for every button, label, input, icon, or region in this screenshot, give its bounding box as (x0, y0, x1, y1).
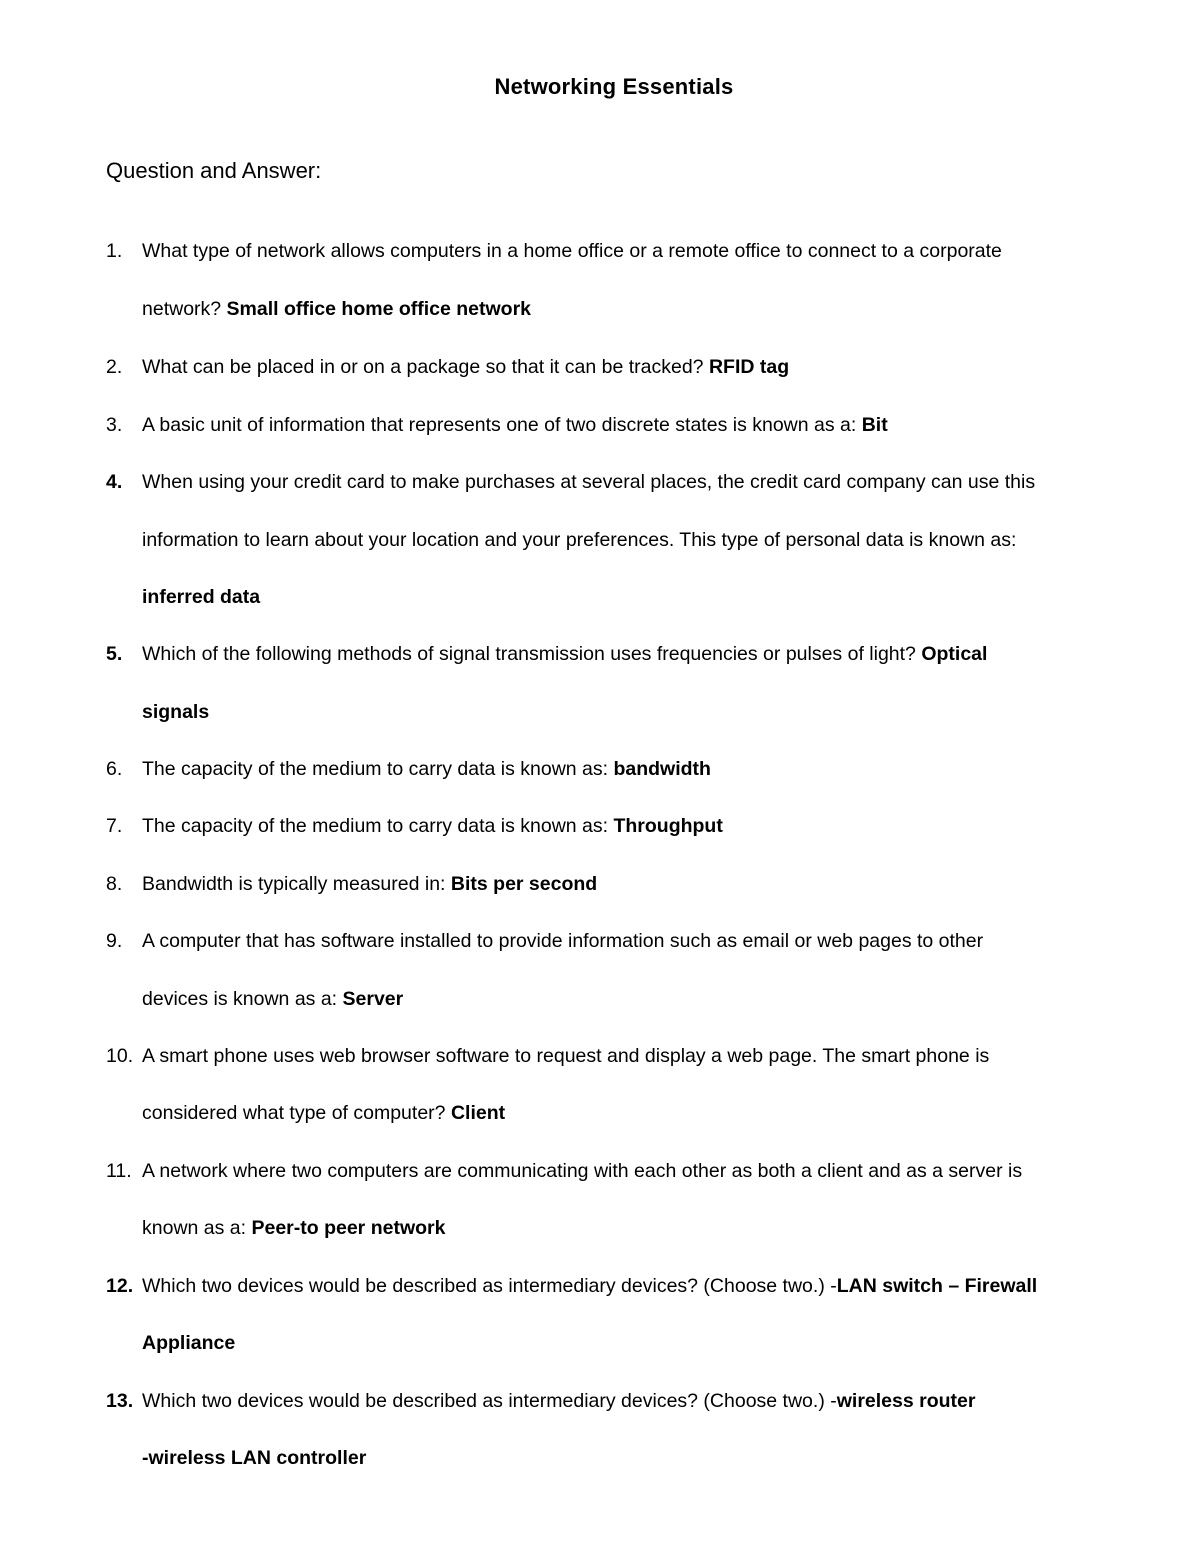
list-item (142, 297, 531, 321)
answer-text: signals (142, 701, 210, 723)
question-number: 2. (106, 356, 123, 378)
question-text: Which two devices would be described as intermediary devices? (Choose two.) - (142, 1275, 837, 1297)
answer-text: bandwidth (613, 758, 711, 780)
answer-text: -wireless LAN controller (142, 1447, 367, 1469)
answer-text: Peer-to peer network (251, 1217, 446, 1239)
answer-text: Client (450, 1102, 506, 1124)
question-number: 7. (106, 815, 123, 837)
document-title: Networking Essentials (494, 74, 734, 99)
answer-text: Appliance (142, 1332, 236, 1354)
question-number: 5. (106, 643, 123, 665)
list-item (142, 413, 888, 437)
list-item (142, 757, 711, 781)
question-text: What type of network allows computers in a home office or a remote office to connect to a corporate (142, 240, 1002, 262)
list-item (142, 814, 723, 838)
question-number: 3. (106, 414, 123, 436)
question-number: 1. (106, 240, 123, 262)
answer-text: Throughput (613, 815, 723, 837)
list-item (142, 872, 597, 896)
answer-text: Bits per second (450, 873, 598, 895)
question-text: What can be placed in or on a package so that it can be tracked? (142, 356, 709, 378)
answer-text: Bit (861, 414, 888, 436)
question-text: considered what type of computer? (142, 1102, 451, 1124)
question-number: 12. (106, 1275, 134, 1297)
list-item (142, 1216, 445, 1240)
question-text: A computer that has software installed to provide information such as email or web pages to other (142, 930, 984, 952)
question-text: known as a: (142, 1217, 252, 1239)
question-text: Bandwidth is typically measured in: (142, 873, 451, 895)
question-text: The capacity of the medium to carry data is known as: (142, 815, 614, 837)
list-item (142, 1274, 1037, 1298)
answer-text: inferred data (142, 586, 261, 608)
list-item (142, 987, 403, 1011)
question-text: Which two devices would be described as intermediary devices? (Choose two.) - (142, 1390, 837, 1412)
question-number: 8. (106, 873, 123, 895)
answer-text: wireless router (836, 1390, 976, 1412)
question-text: The capacity of the medium to carry data is known as: (142, 758, 614, 780)
question-text: A basic unit of information that represents one of two discrete states is known as a: (142, 414, 862, 436)
list-item (142, 1389, 975, 1413)
list-item (142, 1101, 505, 1125)
answer-text: RFID tag (708, 356, 790, 378)
answer-text: Small office home office network (226, 298, 532, 320)
question-number: 6. (106, 758, 123, 780)
question-number: 4. (106, 471, 123, 493)
question-number: 13. (106, 1390, 134, 1412)
question-number: 10. (106, 1045, 134, 1067)
question-number: 11. (106, 1160, 132, 1182)
question-text: A smart phone uses web browser software to request and display a web page. The smart phone is (142, 1045, 990, 1067)
question-text: network? (142, 298, 227, 320)
section-heading: Question and Answer: (106, 158, 322, 183)
answer-text: Server (342, 988, 404, 1010)
question-text: A network where two computers are communicating with each other as both a client and as a server is (142, 1160, 1023, 1182)
question-text: Which of the following methods of signal transmission uses frequencies or pulses of light? (142, 643, 922, 665)
list-item (142, 355, 789, 379)
question-text: devices is known as a: (142, 988, 343, 1010)
question-text: When using your credit card to make purchases at several places, the credit card company can use this (142, 471, 1036, 493)
question-text: information to learn about your location and your preferences. This type of personal data is known as: (142, 529, 1017, 551)
answer-text: LAN switch – Firewall (836, 1275, 1038, 1297)
answer-text: Optical (921, 643, 988, 665)
list-item (142, 642, 987, 666)
question-number: 9. (106, 930, 123, 952)
